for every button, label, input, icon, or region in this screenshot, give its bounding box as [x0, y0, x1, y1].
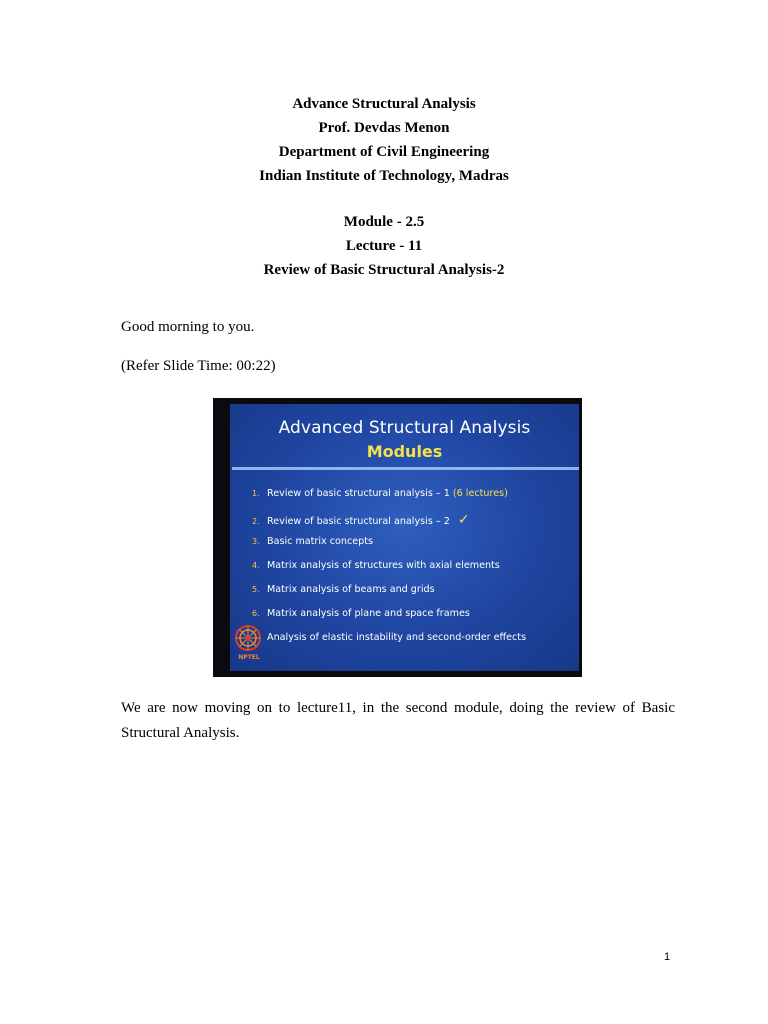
professor-name: Prof. Devdas Menon	[318, 120, 450, 136]
lecture-title: Review of Basic Structural Analysis-2	[263, 262, 505, 278]
document-header	[0, 92, 768, 282]
module-number: Module - 2.5	[343, 214, 425, 230]
lecture-number: Lecture - 11	[345, 238, 423, 254]
lecture-count-highlight: (6 lectures)	[452, 488, 508, 499]
slide-subtitle: Modules	[366, 442, 443, 461]
page-number: 1	[664, 951, 671, 963]
slide-title: Advanced Structural Analysis	[278, 418, 531, 438]
nptel-logo	[234, 624, 262, 666]
list-item: 6. Matrix analysis of plane and space frames	[252, 608, 470, 619]
greeting-text: Good morning to you.	[121, 319, 255, 335]
slide-divider	[232, 467, 579, 470]
list-item: Analysis of elastic instability and second-order effects	[267, 632, 527, 643]
department-name: Department of Civil Engineering	[278, 144, 490, 160]
list-item: 4. Matrix analysis of structures with axial elements	[252, 560, 500, 571]
course-title: Advance Structural Analysis	[292, 96, 476, 112]
list-item: 1. Review of basic structural analysis – 1 (6 lectures)	[252, 488, 508, 499]
lecture-slide-image	[213, 398, 582, 677]
nptel-label: NPTEL	[238, 654, 260, 661]
institute-name: Indian Institute of Technology, Madras	[259, 168, 509, 184]
list-item: 3. Basic matrix concepts	[252, 536, 374, 547]
list-item: 2. Review of basic structural analysis – 2 ✓	[252, 512, 470, 528]
checkmark-icon: ✓	[457, 512, 470, 528]
list-item: 5. Matrix analysis of beams and grids	[252, 584, 435, 595]
nptel-wheel-icon	[234, 624, 262, 654]
module-list	[252, 488, 526, 656]
body-paragraph: We are now moving on to lecture11, in the second module, doing the review of Basic Structural Analysis.	[121, 700, 675, 741]
slide-time-reference: (Refer Slide Time: 00:22)	[121, 358, 276, 374]
slide-content	[230, 404, 579, 671]
